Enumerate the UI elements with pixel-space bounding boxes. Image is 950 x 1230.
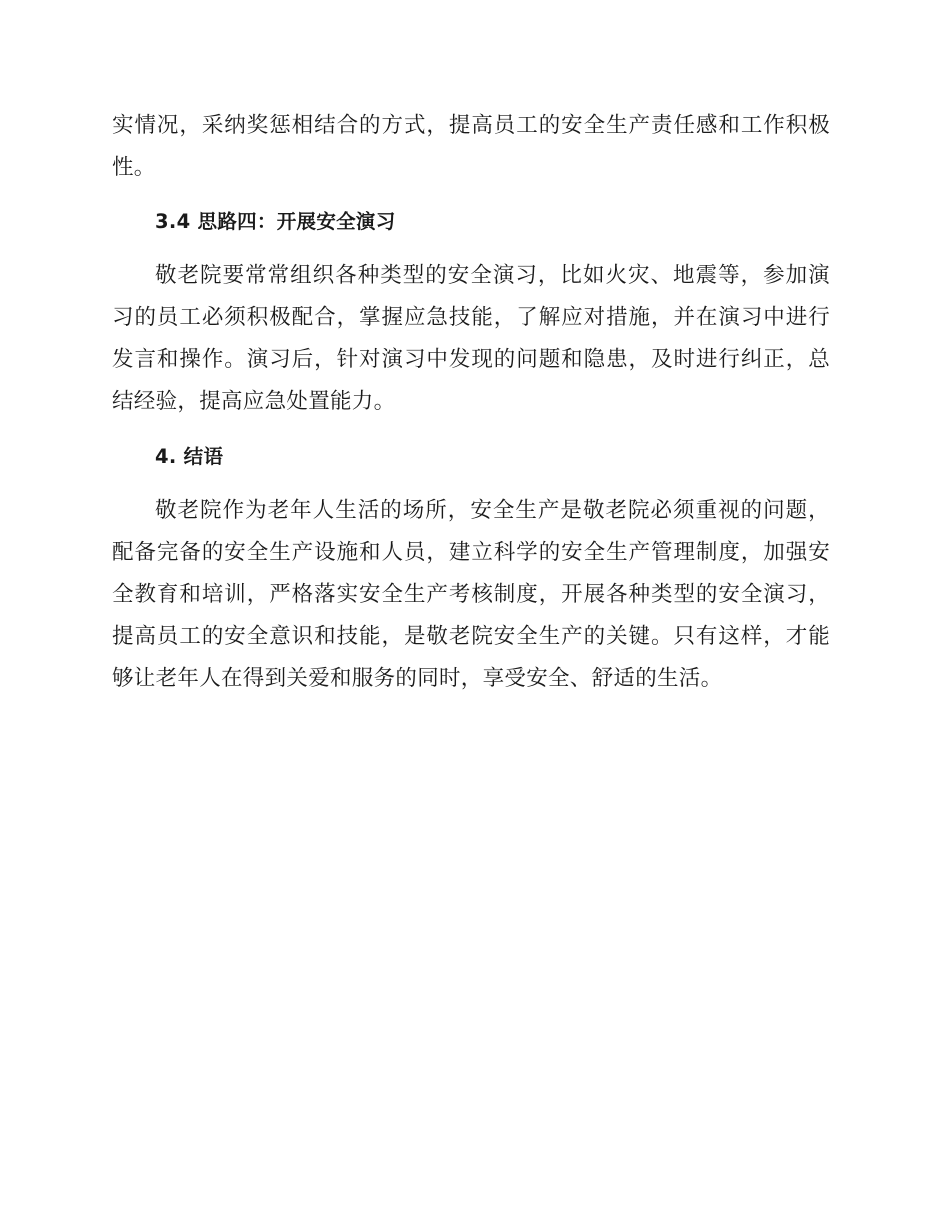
document-page: [112, 105, 830, 700]
spacer: [112, 189, 830, 201]
section-3-4-body: 敬老院要常常组织各种类型的安全演习，比如火灾、地震等，参加演习的员工必须积极配合，掌握应急技能，了解应对措施，并在演习中进行发言和操作。演习后，针对演习中发现的问题和隐患，及时进行纠正，总结经验，提高应急处置能力。: [112, 263, 830, 414]
spacer: [112, 423, 830, 436]
spacer: [112, 478, 830, 490]
continued-paragraph: 实情况，采纳奖惩相结合的方式，提高员工的安全生产责任感和工作积极性。: [112, 113, 830, 180]
spacer: [112, 243, 830, 255]
section-4-body: 敬老院作为老年人生活的场所，安全生产是敬老院必须重视的问题，配备完备的安全生产设施和人员，建立科学的安全生产管理制度，加强安全教育和培训，严格落实安全生产考核制度，开展各种类型的安全演习，提高员工的安全意识和技能，是敬老院安全生产的关键。只有这样，才能够让老年人在得到关爱和服务的同时，享受安全、舒适的生活。: [112, 498, 830, 691]
section-4-heading: 4. 结语: [155, 445, 224, 468]
section-3-4-heading: 3.4 思路四：开展安全演习: [155, 210, 396, 233]
